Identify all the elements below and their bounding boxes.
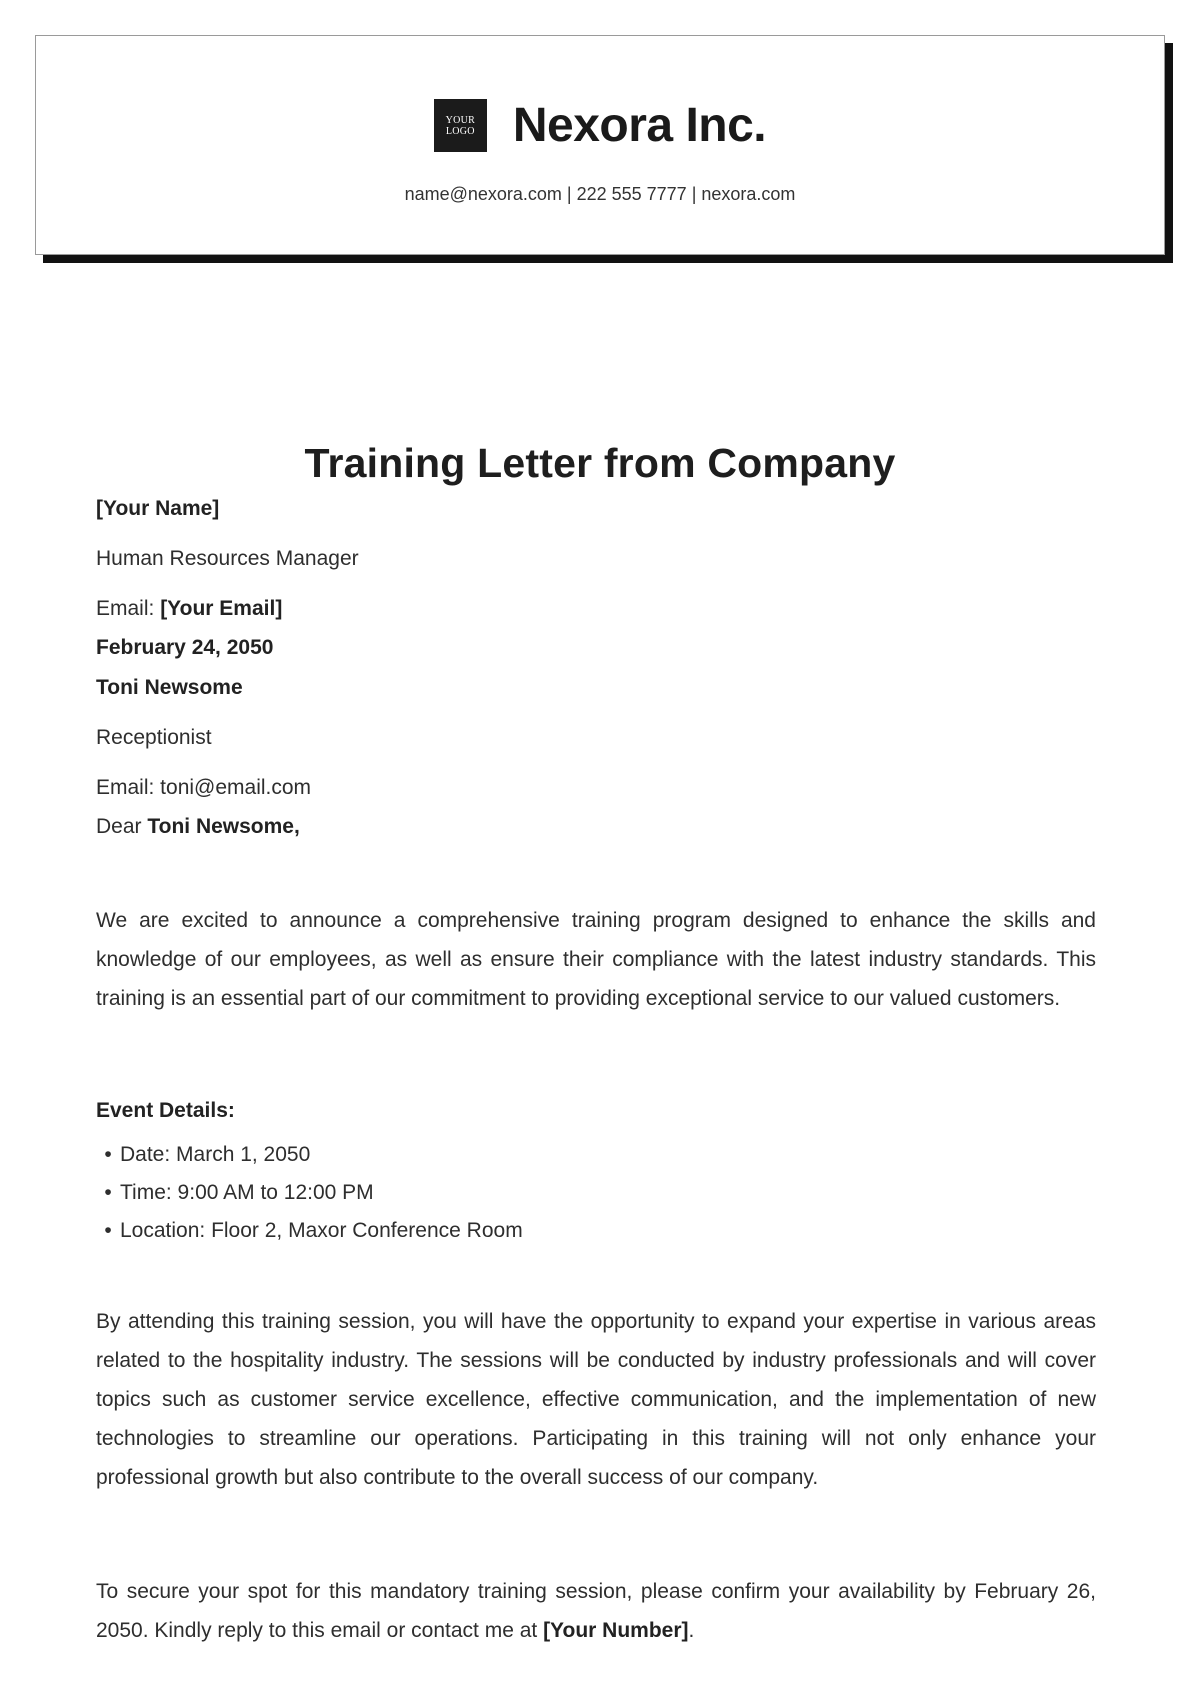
sender-email — [96, 597, 282, 621]
event-location: Location: Floor 2, Maxor Conference Room — [120, 1219, 523, 1242]
sender-name: [Your Name] — [96, 497, 220, 520]
rsvp-number: [Your Number] — [543, 1619, 689, 1642]
rsvp-end: . — [688, 1619, 695, 1642]
recipient-role: Receptionist — [96, 726, 212, 749]
document-title: Training Letter from Company — [304, 440, 896, 486]
event-date: Date: March 1, 2050 — [120, 1143, 311, 1166]
logo-text-line1: YOUR — [445, 114, 476, 126]
sender-email-value: [Your Email] — [160, 597, 283, 620]
greeting-prefix: Dear — [96, 815, 148, 838]
company-contact: name@nexora.com | 222 555 7777 | nexora.com — [404, 184, 796, 204]
greeting — [96, 815, 300, 839]
event-details-heading: Event Details: — [96, 1099, 235, 1122]
paragraph-rsvp — [96, 1572, 1096, 1650]
company-logo — [434, 99, 487, 152]
letter-date: February 24, 2050 — [96, 636, 274, 659]
logo-text-line2: LOGO — [445, 125, 475, 137]
bullet-icon: • — [104, 1143, 112, 1166]
sender-email-label: Email: — [96, 597, 161, 620]
recipient-name: Toni Newsome — [96, 676, 243, 699]
event-details-list — [96, 1136, 523, 1250]
bullet-icon: • — [104, 1181, 112, 1204]
list-item — [96, 1174, 523, 1212]
letterhead — [35, 35, 1165, 255]
paragraph-intro: We are excited to announce a comprehensive training program designed to enhance the skills and knowledge of our employees, as well as ensure their compliance with the latest industry standards. This training is an essential part of our commitment to providing exceptional service to our valued customers. — [96, 909, 1096, 1010]
paragraph-benefits: By attending this training session, you will have the opportunity to expand your expertise in various areas related to the hospitality industry. The sessions will be conducted by industry professionals and will cover topics such as customer service excellence, effective communication, and the implementation of new technologies to streamline our operations. Participating in this training will not only enhance your professional growth but also contribute to the overall success of our company. — [96, 1310, 1096, 1489]
rsvp-text: To secure your spot for this mandatory training session, please confirm your availability by February 26, 2050. Kindly reply to this email or contact me at — [96, 1580, 1096, 1642]
sender-role: Human Resources Manager — [96, 547, 359, 570]
brand-row — [36, 98, 1164, 153]
greeting-name: Toni Newsome, — [147, 815, 300, 838]
event-time: Time: 9:00 AM to 12:00 PM — [120, 1181, 374, 1204]
recipient-email: Email: toni@email.com — [96, 776, 312, 799]
list-item — [96, 1212, 523, 1250]
bullet-icon: • — [104, 1219, 112, 1242]
company-name: Nexora Inc. — [512, 99, 767, 152]
list-item — [96, 1136, 523, 1174]
